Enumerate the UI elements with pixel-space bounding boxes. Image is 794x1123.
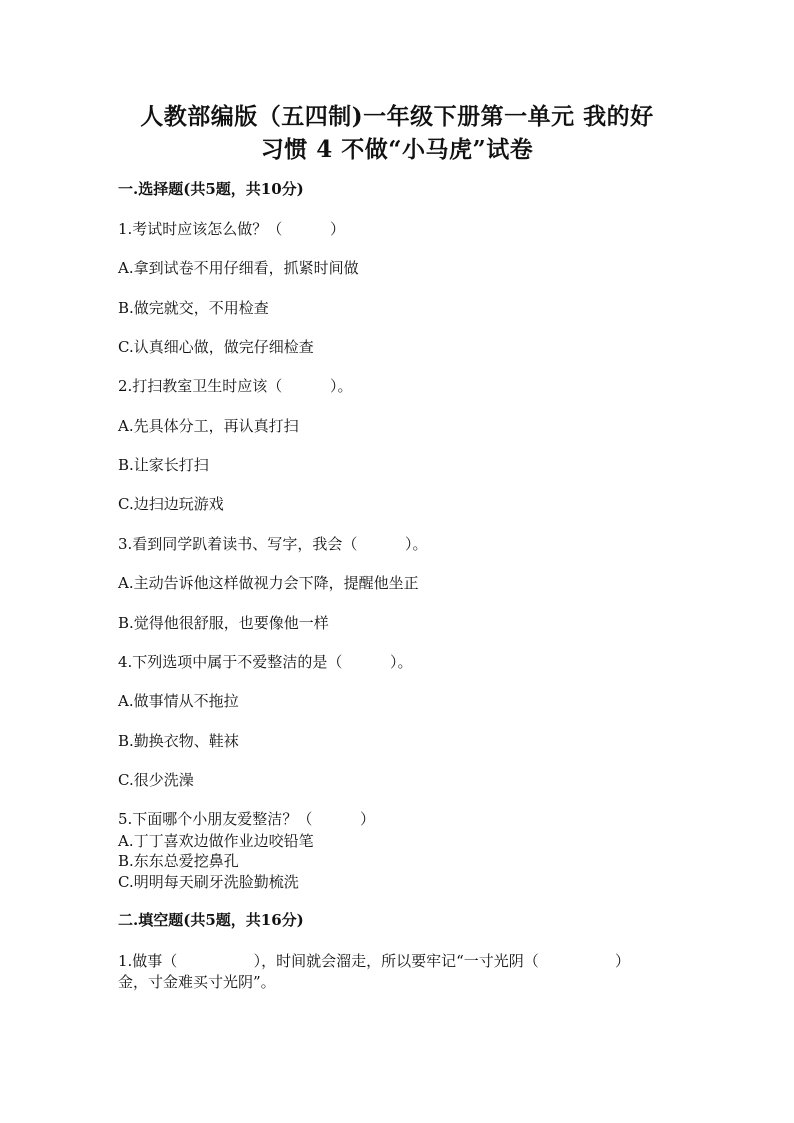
question-3-option-b: B.觉得他很舒服，也要像他一样	[118, 614, 329, 632]
question-5-stem: 5.下面哪个小朋友爱整洁？（ ）	[118, 810, 375, 828]
question-1-option-c: C.认真细心做，做完仔细检查	[118, 338, 314, 356]
question-2-option-c: C.边扫边玩游戏	[118, 495, 224, 513]
section1-heading: 一.选择题(共5题，共10分)	[118, 180, 304, 198]
question-3-stem: 3.看到同学趴着读书、写字，我会（ ）。	[118, 535, 428, 553]
question-2-stem: 2.打扫教室卫生时应该（ ）。	[118, 377, 353, 395]
document-title-line2: 习惯 4 不做“小马虎”试卷	[260, 136, 534, 163]
question-5-option-c: C.明明每天刷牙洗脸勤梳洗	[118, 873, 299, 891]
question-5-option-a: A.丁丁喜欢边做作业边咬铅笔	[118, 832, 314, 850]
question-4-option-c: C.很少洗澡	[118, 771, 194, 789]
question-3-option-a: A.主动告诉他这样做视力会下降，提醒他坐正	[118, 574, 419, 592]
fill-question-1-line2: 金，寸金难买寸光阴”。	[118, 973, 276, 991]
question-4-stem: 4.下列选项中属于不爱整洁的是（ ）。	[118, 653, 413, 671]
fill-question-1-line1: 1.做事（ ），时间就会溜走，所以要牢记“一寸光阴（ ）	[118, 952, 631, 970]
question-1-option-a: A.拿到试卷不用仔细看，抓紧时间做	[118, 259, 359, 277]
question-2-option-b: B.让家长打扫	[118, 456, 209, 474]
section2-heading: 二.填空题(共5题，共16分)	[118, 911, 304, 929]
document-title-line1: 人教部编版（五四制)一年级下册第一单元 我的好	[140, 103, 654, 130]
question-5-option-b: B.东东总爱挖鼻孔	[118, 852, 239, 870]
question-1-stem: 1.考试时应该怎么做？（ ）	[118, 220, 345, 238]
question-4-option-b: B.勤换衣物、鞋袜	[118, 732, 239, 750]
question-4-option-a: A.做事情从不拖拉	[118, 692, 239, 710]
question-1-option-b: B.做完就交，不用检查	[118, 299, 269, 317]
question-2-option-a: A.先具体分工，再认真打扫	[118, 417, 299, 435]
